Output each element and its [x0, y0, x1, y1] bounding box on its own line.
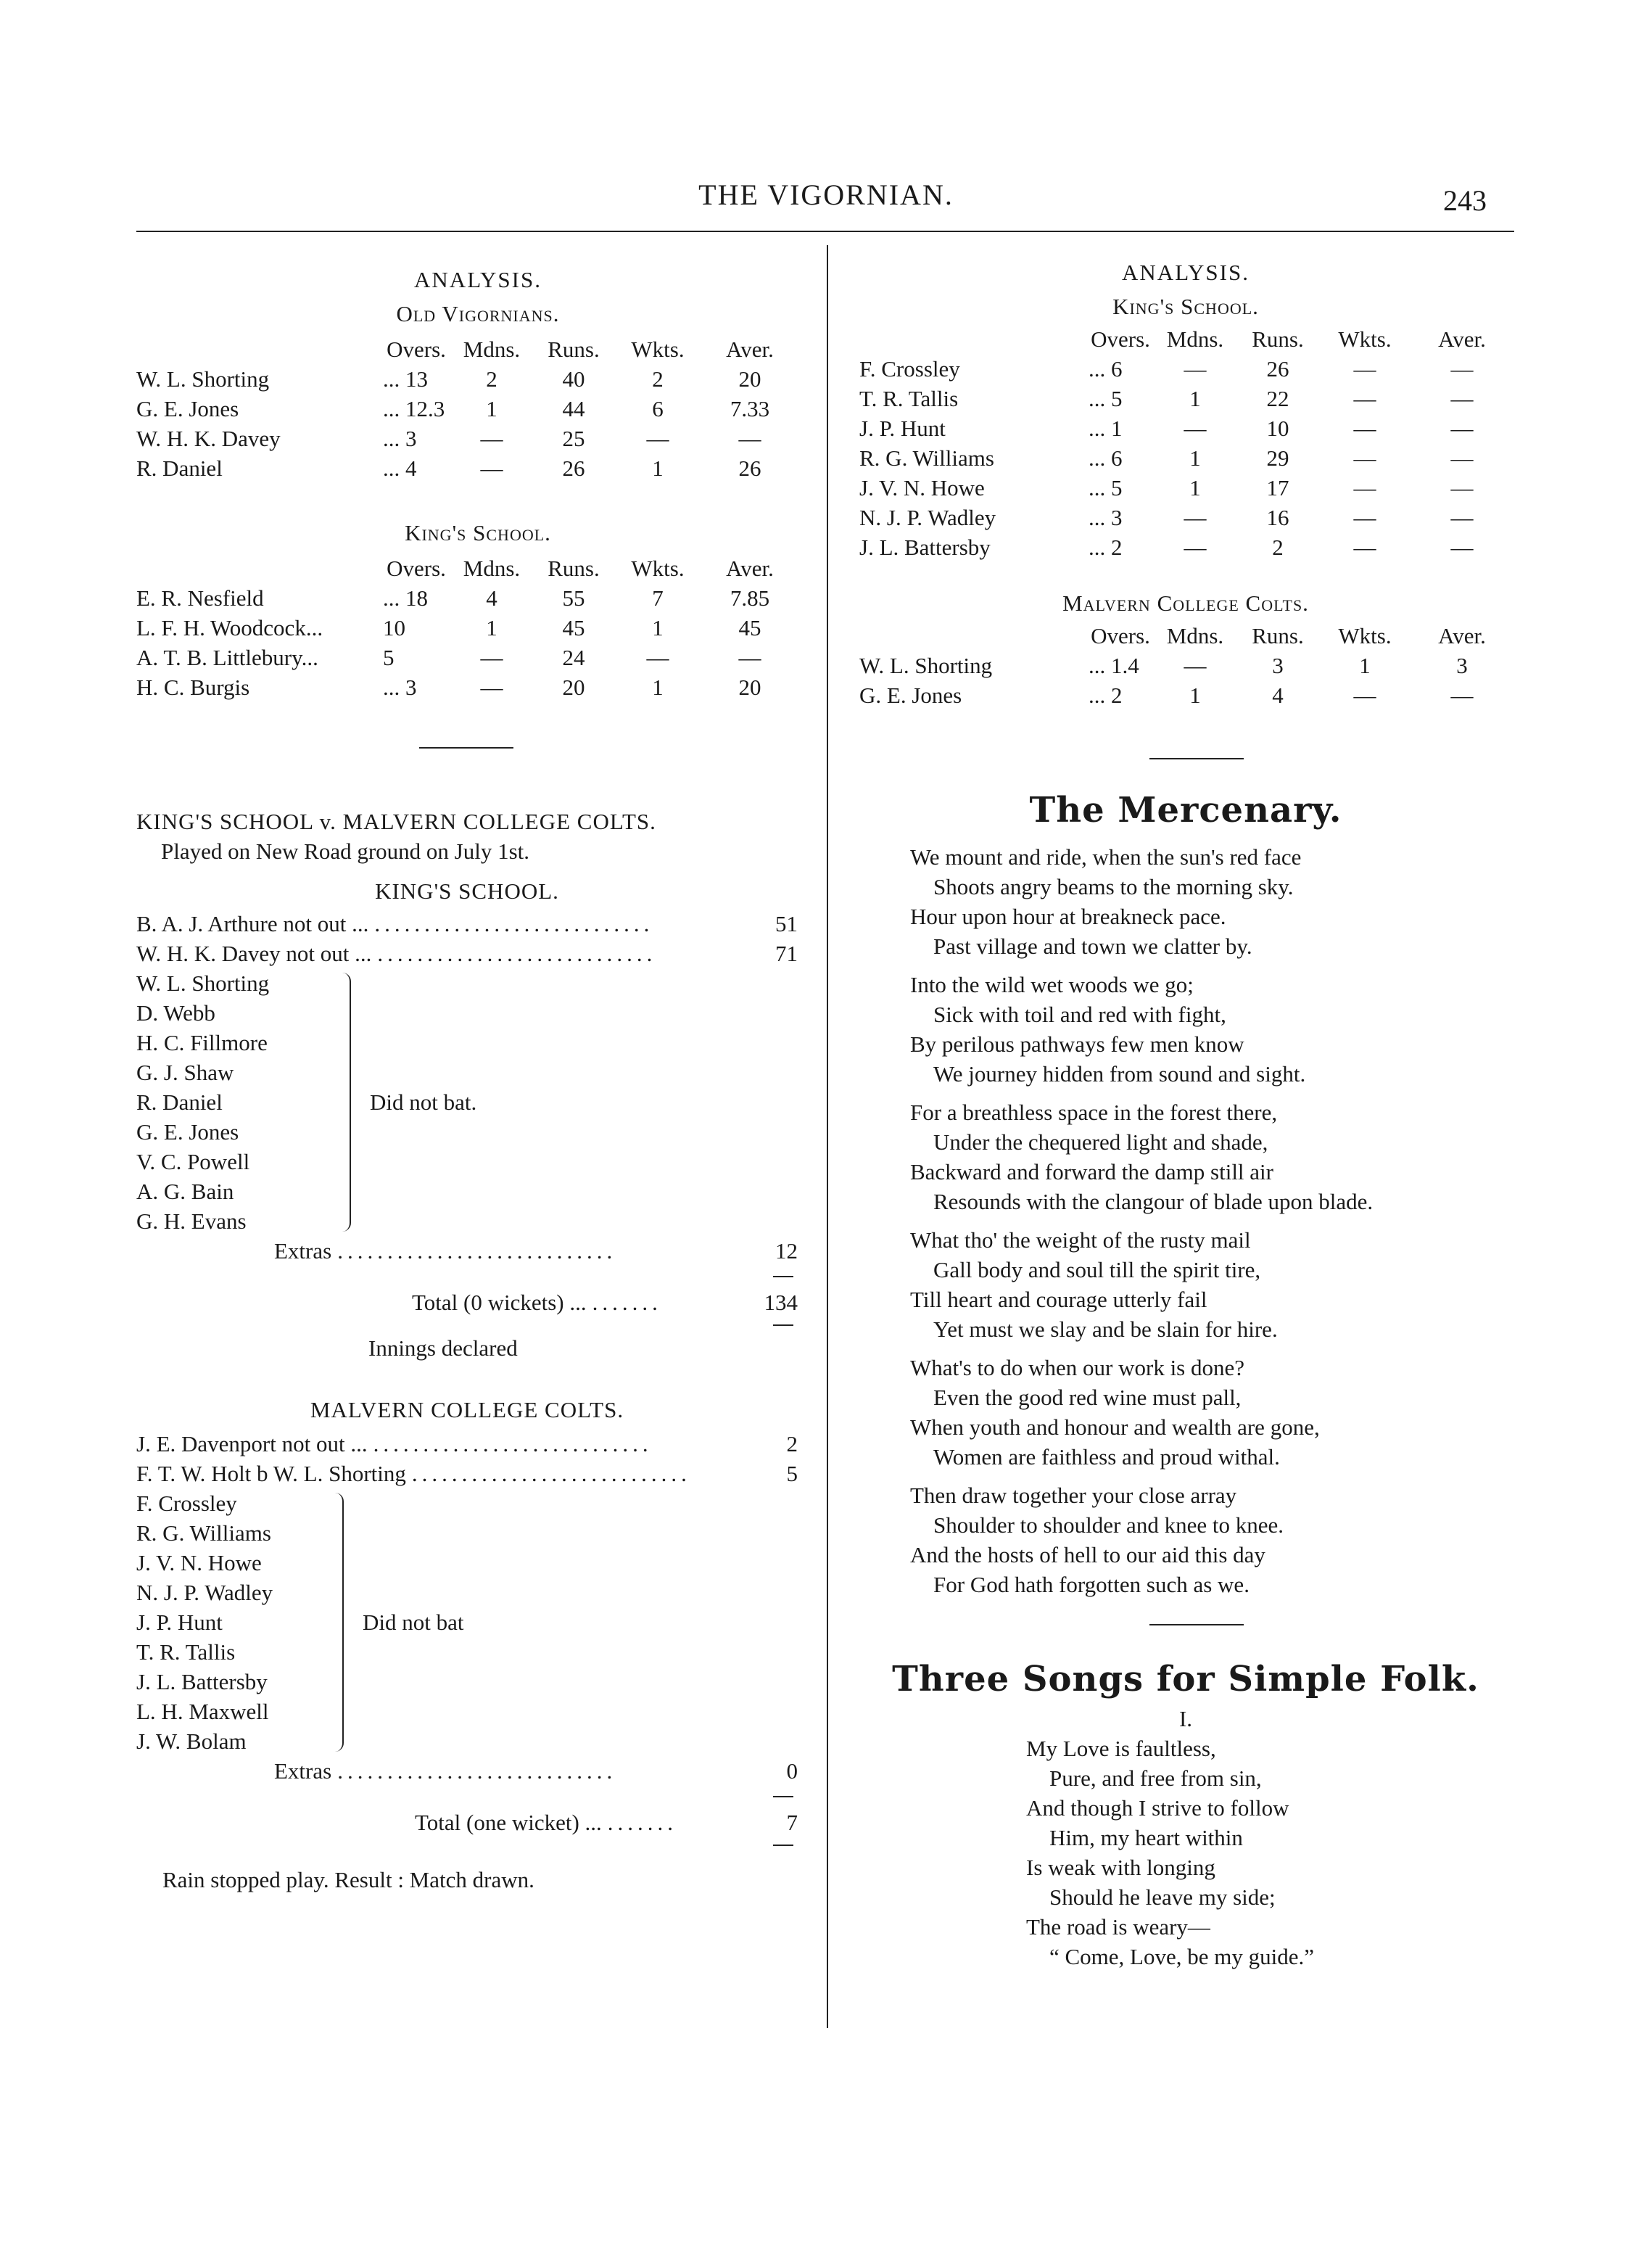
brace — [331, 1488, 352, 1756]
bowler-name: A. T. B. Littlebury... — [136, 645, 318, 670]
bowler-aver: — — [738, 645, 761, 670]
col-header: Runs. — [1252, 623, 1304, 648]
bowler-mdns: — — [1184, 416, 1207, 441]
bowler-name: R. G. Williams — [859, 445, 994, 471]
did-not-bat-group — [136, 968, 798, 1236]
bowler-wkts: 1 — [1359, 653, 1371, 678]
bowler-runs: 25 — [562, 426, 585, 451]
poem-stanza — [910, 1225, 1512, 1344]
bowler-wkts: 7 — [652, 585, 664, 611]
bowler-row — [859, 354, 1512, 384]
analysis-team-heading: Malvern College Colts. — [1062, 590, 1309, 616]
poem-line: Till heart and courage utterly fail — [910, 1287, 1207, 1312]
analysis-header-row — [859, 621, 1512, 651]
bowler-overs: ... 6 — [1089, 356, 1123, 382]
bowler-aver: — — [1450, 386, 1474, 411]
poem-line: Backward and forward the damp still air — [910, 1159, 1273, 1184]
poem-line: Shoulder to shoulder and knee to knee. — [933, 1512, 1284, 1538]
did-not-bat-name: G. E. Jones — [136, 1119, 239, 1145]
col-header: Runs. — [548, 337, 600, 362]
extras-row: Extras ............................ 12 — [136, 1236, 798, 1266]
bowler-name: W. H. K. Davey — [136, 426, 281, 451]
poem-title: The Mercenary. — [1029, 790, 1342, 831]
poem-line: My Love is faultless, — [1026, 1736, 1216, 1761]
bowler-overs: ... 1 — [1089, 416, 1123, 441]
batsman-runs: 5 — [786, 1461, 798, 1486]
bowler-wkts: — — [1353, 445, 1376, 471]
poem-line: Should he leave my side; — [1049, 1884, 1276, 1910]
bowler-wkts: 1 — [652, 675, 664, 700]
bowler-name: H. C. Burgis — [136, 675, 250, 700]
bowler-wkts: — — [646, 426, 669, 451]
extras-label: Extras — [274, 1758, 332, 1784]
col-header: Wkts. — [1338, 326, 1392, 352]
col-header: Wkts. — [631, 556, 685, 581]
bowler-name: J. P. Hunt — [859, 416, 946, 441]
poem-line: Under the chequered light and shade, — [933, 1129, 1268, 1155]
col-header: Aver. — [726, 556, 774, 581]
bowler-aver: 20 — [738, 675, 761, 700]
did-not-bat-name: G. H. Evans — [136, 1208, 247, 1234]
extras-value: 0 — [786, 1758, 798, 1784]
extras-value: 12 — [775, 1238, 798, 1264]
bowler-runs: 20 — [562, 675, 585, 700]
bowler-runs: 4 — [1272, 683, 1284, 708]
poem-line: By perilous pathways few men know — [910, 1031, 1244, 1057]
poem-line: We journey hidden from sound and sight. — [933, 1061, 1306, 1087]
bowler-aver: — — [1450, 445, 1474, 471]
match-title: KING'S SCHOOL v. MALVERN COLLEGE COLTS. — [136, 809, 656, 834]
sum-rule — [773, 1324, 793, 1326]
bowler-mdns: — — [1184, 356, 1207, 382]
did-not-bat-name: J. V. N. Howe — [136, 1550, 262, 1575]
bowler-aver: 7.33 — [730, 396, 770, 421]
total-label: Total (0 wickets) ... — [412, 1290, 587, 1315]
bowler-overs: ... 2 — [1089, 535, 1123, 560]
bowler-row — [136, 672, 798, 702]
analysis-team-heading: Old Vigornians. — [396, 301, 560, 326]
batting-row: W. H. K. Davey not out ... ............................ 71 — [136, 939, 798, 968]
bowler-mdns: 1 — [486, 615, 497, 640]
poem-line: Gall body and soul till the spirit tire, — [933, 1257, 1261, 1282]
bowler-aver: — — [1450, 356, 1474, 382]
bowler-runs: 16 — [1266, 505, 1289, 530]
match-subtitle: Played on New Road ground on July 1st. — [161, 838, 530, 864]
col-header: Wkts. — [1338, 623, 1392, 648]
bowler-name: N. J. P. Wadley — [859, 505, 996, 530]
col-header: Overs. — [1091, 326, 1150, 352]
bowler-runs: 26 — [562, 456, 585, 481]
batsman-entry: J. E. Davenport not out ... — [136, 1431, 368, 1456]
bowler-runs: 55 — [562, 585, 585, 611]
bowler-wkts: — — [1353, 475, 1376, 500]
bowler-row — [859, 651, 1512, 680]
bowler-overs: ... 5 — [1089, 386, 1123, 411]
bowler-runs: 45 — [562, 615, 585, 640]
batsman-entry: W. H. K. Davey not out ... — [136, 941, 372, 966]
total-row: Total (one wicket) ... ....... 7 — [136, 1808, 798, 1837]
bowler-row — [859, 532, 1512, 562]
column-divider — [827, 245, 828, 2028]
poem-line: Past village and town we clatter by. — [933, 934, 1252, 959]
did-not-bat-group — [136, 1488, 798, 1756]
brace — [338, 968, 360, 1236]
bowler-name: W. L. Shorting — [859, 653, 993, 678]
bowler-runs: 26 — [1266, 356, 1289, 382]
poem-line: Shoots angry beams to the morning sky. — [933, 874, 1294, 899]
bowler-overs: ... 3 — [1089, 505, 1123, 530]
batsman-runs: 51 — [775, 911, 798, 936]
poem-line: For God hath forgotten such as we. — [933, 1572, 1250, 1597]
did-not-bat-list — [136, 968, 338, 1236]
did-not-bat-name: W. L. Shorting — [136, 970, 270, 996]
poem-stanza — [910, 1353, 1512, 1472]
bowler-mdns: 1 — [1189, 475, 1201, 500]
bowling-analysis-table — [136, 334, 798, 483]
total-label: Total (one wicket) ... — [415, 1810, 602, 1835]
bowler-mdns: 1 — [1189, 445, 1201, 471]
bowler-row — [136, 643, 798, 672]
bowler-mdns: 4 — [486, 585, 497, 611]
did-not-bat-name: R. Daniel — [136, 1089, 223, 1115]
bowler-row — [859, 384, 1512, 413]
bowler-overs: ... 3 — [383, 426, 417, 451]
did-not-bat-list — [136, 1488, 331, 1756]
bowler-name: G. E. Jones — [859, 683, 962, 708]
did-not-bat-name: D. Webb — [136, 1000, 215, 1026]
col-header: Mdns. — [463, 337, 521, 362]
analysis-header-row — [136, 334, 798, 364]
bowler-row — [136, 583, 798, 613]
bowler-row — [136, 613, 798, 643]
bowler-wkts: — — [1353, 416, 1376, 441]
extras-label: Extras — [274, 1238, 332, 1264]
poem-line: Pure, and free from sin, — [1049, 1765, 1262, 1791]
bowler-runs: 22 — [1266, 386, 1289, 411]
bowler-overs: 10 — [383, 615, 405, 640]
innings-note: Innings declared — [368, 1335, 518, 1361]
poem-line: Sick with toil and red with fight, — [933, 1002, 1226, 1027]
bowler-overs: ... 3 — [383, 675, 417, 700]
bowler-aver: — — [1450, 683, 1474, 708]
col-header: Aver. — [1438, 623, 1486, 648]
left-column — [136, 265, 798, 1895]
bowler-name: W. L. Shorting — [136, 366, 270, 392]
did-not-bat-name: T. R. Tallis — [136, 1639, 236, 1665]
bowler-mdns: 1 — [1189, 386, 1201, 411]
poem-line: Even the good red wine must pall, — [933, 1385, 1242, 1410]
bowler-row — [859, 443, 1512, 473]
extras-row: Extras ............................ 0 — [136, 1756, 798, 1786]
poem-title: Three Songs for Simple Folk. — [892, 1659, 1479, 1699]
bowler-overs: ... 13 — [383, 366, 428, 392]
bowler-mdns: 2 — [486, 366, 497, 392]
col-header: Wkts. — [631, 337, 685, 362]
bowler-mdns: — — [480, 675, 503, 700]
col-header: Overs. — [1091, 623, 1150, 648]
sum-rule — [773, 1845, 793, 1846]
bowler-row — [136, 364, 798, 394]
analysis-header-row — [136, 553, 798, 583]
analysis-team-heading: King's School. — [1112, 294, 1259, 319]
bowler-name: J. L. Battersby — [859, 535, 991, 560]
bowler-runs: 2 — [1272, 535, 1284, 560]
batting-row: B. A. J. Arthure not out ... ............................ 51 — [136, 909, 798, 939]
bowler-aver: — — [1450, 535, 1474, 560]
did-not-bat-name: F. Crossley — [136, 1491, 237, 1516]
poem-numeral: I. — [1178, 1706, 1193, 1731]
bowling-analysis-table — [136, 553, 798, 702]
poem-line: The road is weary— — [1026, 1914, 1210, 1940]
bowler-row — [859, 680, 1512, 710]
total-value: 134 — [764, 1290, 798, 1315]
innings-team-heading: MALVERN COLLEGE COLTS. — [310, 1397, 624, 1422]
poem-line: Hour upon hour at breakneck pace. — [910, 904, 1226, 929]
col-header: Aver. — [1438, 326, 1486, 352]
poem-line: Him, my heart within — [1049, 1825, 1243, 1850]
bowler-overs: ... 2 — [1089, 683, 1123, 708]
poem-line: Is weak with longing — [1026, 1855, 1215, 1880]
bowler-name: T. R. Tallis — [859, 386, 959, 411]
bowler-name: J. V. N. Howe — [859, 475, 985, 500]
page-header-title: THE VIGORNIAN. — [698, 178, 954, 211]
bowler-overs: ... 12.3 — [383, 396, 445, 421]
did-not-bat-name: G. J. Shaw — [136, 1060, 234, 1085]
bowler-aver: — — [1450, 416, 1474, 441]
poem-line: What tho' the weight of the rusty mail — [910, 1227, 1251, 1253]
bowler-wkts: — — [1353, 386, 1376, 411]
bowler-aver: — — [1450, 505, 1474, 530]
sum-rule — [773, 1796, 793, 1797]
bowler-mdns: 1 — [486, 396, 497, 421]
batsman-runs: 71 — [775, 941, 798, 966]
bowler-row — [859, 413, 1512, 443]
poem-stanza — [910, 1097, 1512, 1216]
analysis-header-row — [859, 324, 1512, 354]
col-header: Runs. — [548, 556, 600, 581]
bowler-overs: ... 4 — [383, 456, 417, 481]
bowler-runs: 10 — [1266, 416, 1289, 441]
col-header: Overs. — [387, 337, 446, 362]
innings-team-heading: KING'S SCHOOL. — [375, 878, 559, 904]
did-not-bat-name: A. G. Bain — [136, 1179, 234, 1204]
bowler-overs: ... 1.4 — [1089, 653, 1139, 678]
poem-line: Women are faithless and proud withal. — [933, 1444, 1280, 1470]
bowling-analysis-table — [859, 621, 1512, 710]
poem-line: We mount and ride, when the sun's red face — [910, 844, 1302, 870]
bowler-overs: ... 18 — [383, 585, 428, 611]
bowler-overs: ... 6 — [1089, 445, 1123, 471]
poem-line: And though I strive to follow — [1026, 1795, 1289, 1821]
bowler-aver: 20 — [738, 366, 761, 392]
batting-row: F. T. W. Holt b W. L. Shorting ............................ 5 — [136, 1459, 798, 1488]
bowler-name: E. R. Nesfield — [136, 585, 264, 611]
bowler-wkts: — — [1353, 356, 1376, 382]
col-header: Mdns. — [463, 556, 521, 581]
bowler-row — [136, 424, 798, 453]
poem-line: Resounds with the clangour of blade upon blade. — [933, 1189, 1374, 1214]
bowler-runs: 40 — [562, 366, 585, 392]
bowler-runs: 24 — [562, 645, 585, 670]
bowler-aver: 7.85 — [730, 585, 770, 611]
header-rule — [136, 231, 1514, 232]
analysis-heading: ANALYSIS. — [414, 267, 542, 292]
poem-stanza — [910, 842, 1512, 961]
bowler-runs: 3 — [1272, 653, 1284, 678]
bowler-mdns: — — [1184, 535, 1207, 560]
bowler-row — [859, 503, 1512, 532]
match-result: Rain stopped play. Result : Match drawn. — [162, 1867, 534, 1892]
bowler-name: F. Crossley — [859, 356, 960, 382]
batsman-runs: 2 — [786, 1431, 798, 1456]
sum-rule — [773, 1276, 793, 1277]
poem-line: For a breathless space in the forest there, — [910, 1100, 1278, 1125]
bowler-wkts: — — [646, 645, 669, 670]
poem-line: What's to do when our work is done? — [910, 1355, 1245, 1380]
bowler-mdns: 1 — [1189, 683, 1201, 708]
bowler-wkts: — — [1353, 505, 1376, 530]
did-not-bat-name: R. G. Williams — [136, 1520, 271, 1546]
page-number: 243 — [1443, 184, 1487, 217]
bowler-aver: 45 — [738, 615, 761, 640]
bowler-mdns: — — [1184, 505, 1207, 530]
poem-line: Yet must we slay and be slain for hire. — [933, 1316, 1278, 1342]
poem-body — [859, 1734, 1512, 1971]
analysis-heading: ANALYSIS. — [1122, 260, 1250, 285]
batsman-entry: B. A. J. Arthure not out ... — [136, 911, 369, 936]
col-header: Mdns. — [1166, 326, 1224, 352]
bowler-runs: 44 — [562, 396, 585, 421]
total-value: 7 — [786, 1810, 798, 1835]
bowler-row — [136, 453, 798, 483]
bowler-wkts: 1 — [652, 456, 664, 481]
poem-body — [859, 842, 1512, 1599]
bowler-name: R. Daniel — [136, 456, 223, 481]
col-header: Mdns. — [1166, 623, 1224, 648]
did-not-bat-name: H. C. Fillmore — [136, 1030, 268, 1055]
bowler-mdns: — — [1184, 653, 1207, 678]
did-not-bat-name: J. L. Battersby — [136, 1669, 268, 1694]
bowler-mdns: — — [480, 426, 503, 451]
total-row: Total (0 wickets) ... ....... 134 — [136, 1287, 798, 1317]
col-header: Runs. — [1252, 326, 1304, 352]
poem-stanza — [910, 970, 1512, 1089]
bowler-row — [136, 394, 798, 424]
bowler-overs: ... 5 — [1089, 475, 1123, 500]
bowler-aver: 3 — [1456, 653, 1468, 678]
bowler-row — [859, 473, 1512, 503]
bowler-runs: 29 — [1266, 445, 1289, 471]
bowler-mdns: — — [480, 645, 503, 670]
poem-line: Into the wild wet woods we go; — [910, 972, 1194, 997]
bowler-runs: 17 — [1266, 475, 1289, 500]
bowler-wkts: 2 — [652, 366, 664, 392]
bowler-wkts: 1 — [652, 615, 664, 640]
col-header: Overs. — [387, 556, 446, 581]
did-not-bat-label: Did not bat. — [370, 1089, 477, 1115]
did-not-bat-name: L. H. Maxwell — [136, 1699, 269, 1724]
bowler-name: G. E. Jones — [136, 396, 239, 421]
col-header: Aver. — [726, 337, 774, 362]
did-not-bat-name: J. P. Hunt — [136, 1610, 223, 1635]
did-not-bat-label: Did not bat — [363, 1610, 464, 1635]
poem-line: “ Come, Love, be my guide.” — [1049, 1944, 1315, 1969]
did-not-bat-name: V. C. Powell — [136, 1149, 250, 1174]
bowler-aver: — — [1450, 475, 1474, 500]
bowler-mdns: — — [480, 456, 503, 481]
poem-stanza — [910, 1480, 1512, 1599]
bowler-wkts: — — [1353, 535, 1376, 560]
bowling-analysis-table — [859, 324, 1512, 562]
did-not-bat-name: N. J. P. Wadley — [136, 1580, 273, 1605]
poem-line: When youth and honour and wealth are gone, — [910, 1414, 1320, 1440]
batsman-entry: F. T. W. Holt b W. L. Shorting — [136, 1461, 406, 1486]
batting-row: J. E. Davenport not out ... ............................ 2 — [136, 1429, 798, 1459]
bowler-wkts: — — [1353, 683, 1376, 708]
poem-line: And the hosts of hell to our aid this day — [910, 1542, 1265, 1567]
poem-line: Then draw together your close array — [910, 1483, 1237, 1508]
bowler-overs: 5 — [383, 645, 395, 670]
bowler-wkts: 6 — [652, 396, 664, 421]
bowler-aver: 26 — [738, 456, 761, 481]
did-not-bat-name: J. W. Bolam — [136, 1728, 247, 1754]
bowler-aver: — — [738, 426, 761, 451]
right-column — [859, 257, 1512, 1971]
bowler-name: L. F. H. Woodcock... — [136, 615, 323, 640]
analysis-team-heading: King's School. — [405, 520, 551, 545]
